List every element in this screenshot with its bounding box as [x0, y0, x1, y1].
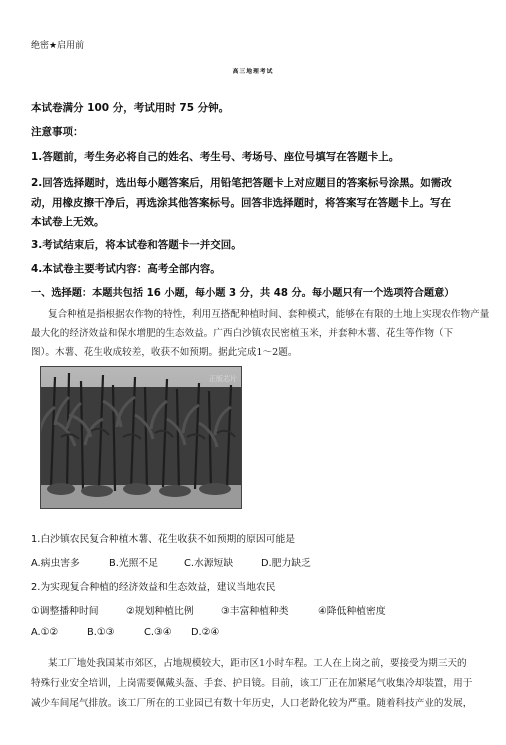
section-heading: 一、选择题：本题共包括 16 小题，每小题 3 分，共 48 分。每小题只有一个选项符合题意）	[31, 288, 455, 299]
note-item: 本试卷上无效。	[31, 216, 105, 228]
q1-option-c: C.水源短缺	[184, 558, 234, 569]
score-line: 本试卷满分 100 分，考试用时 75 分钟。	[31, 102, 230, 114]
passage-line: 某工厂地处我国某市郊区，占地规模较大，距市区1小时车程。工人在上岗之前，要接受为期三天的	[48, 658, 467, 669]
q2-item-2: ②规划种植比例	[126, 606, 194, 617]
passage-line: 最大化的经济效益和保水增肥的生态效益。广西白沙镇农民密植玉米，并套种木薯、花生等作物（下	[31, 328, 454, 339]
question-2-stem: 2.为实现复合种植的经济效益和生态效益，建议当地农民	[31, 582, 276, 593]
passage-line: 复合种植是指根据农作物的特性，利用互搭配种植时间、套种模式，能够在有限的土地上实现农作物产量	[48, 309, 490, 320]
passage-line: 图）。木薯、花生收成较差，收获不如预期。据此完成1～2题。	[31, 347, 298, 358]
confidential-label: 绝密★启用前	[31, 41, 85, 51]
page-title: 高三地理考试	[232, 69, 274, 75]
note-item: 3.考试结束后，将本试卷和答题卡一并交回。	[31, 239, 242, 251]
q2-option-c: C.③④	[144, 627, 172, 638]
notice-heading: 注意事项：	[31, 126, 84, 138]
passage-line: 特殊行业安全培训，上岗需要佩戴头盔、手套、护目镜。目前，该工厂正在加紧尾气收集冷却装置，用于	[31, 678, 473, 689]
q2-item-3: ③丰富种植种类	[221, 606, 289, 617]
photo-watermark: 正版芯片	[209, 375, 237, 383]
corn-field-photo	[40, 366, 242, 509]
note-item: 1.答题前，考生务必将自己的姓名、考生号、考场号、座位号填写在答题卡上。	[31, 151, 400, 163]
q2-option-b: B.①③	[87, 627, 115, 638]
q1-option-d: D.肥力缺乏	[261, 558, 311, 569]
q1-option-b: B.光照不足	[109, 558, 159, 569]
q2-item-1: ①调整播种时间	[31, 606, 99, 617]
q1-option-a: A.病虫害多	[31, 558, 80, 569]
q2-option-a: A.①②	[31, 627, 59, 638]
question-1-stem: 1.白沙镇农民复合种植木薯、花生收获不如预期的原因可能是	[31, 534, 296, 545]
note-item: 动，用橡皮擦干净后，再选涂其他答案标号。回答非选择题时，将答案写在答题卡上。写在	[31, 197, 451, 209]
q2-item-4: ④降低种植密度	[318, 606, 386, 617]
passage-line: 减少车间尾气排放。该工厂所在的工业园已有数十年历史，人口老龄化较为严重。随着科技产业的发展，	[31, 698, 473, 709]
note-item: 2.回答选择题时，选出每小题答案后，用铅笔把答题卡上对应题目的答案标号涂黑。如需改	[31, 177, 452, 189]
q2-option-d: D.②④	[191, 627, 220, 638]
note-item: 4.本试卷主要考试内容：高考全部内容。	[31, 263, 221, 275]
